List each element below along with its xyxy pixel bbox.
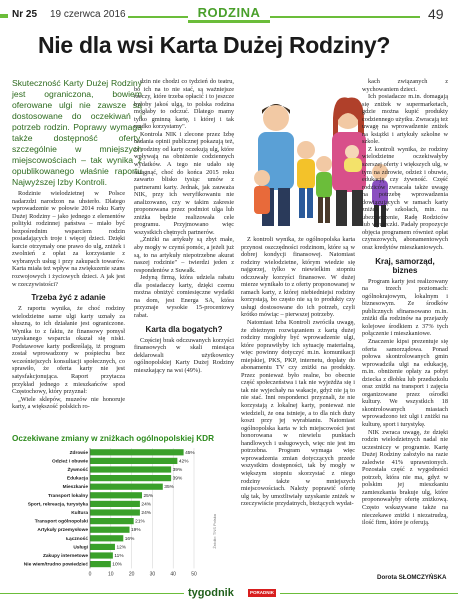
- section-label: RODZINA: [188, 5, 270, 23]
- lead-paragraph: Skuteczność Karty Dużej Rodziny jest ograniczona, bowiem oferowane ulgi nie zawsze są dostosowane do oczekiwań i potrzeb rodzin. Poprawy wymaga także dostępność oferty, szczególnie w mniejszych miejscowościach – tak wynika z opublikowanego właśnie raportu Najwyższej Izby Kontroli.: [12, 78, 142, 187]
- data-label: 11%: [114, 554, 124, 560]
- data-label: 24%: [141, 511, 152, 517]
- header-rule: [0, 14, 8, 18]
- paragraph: Natomiast Izba Kontroli zwróciła uwagę, że zbieżnym rozwiązaniem z kartą dużej rodziny mogłoby być wprowadzenie ulgi, które poprawiłyby ich sytuację materialną, więc powinny dotyczyć m.in. komunikacji miejskiej, PKS, PKP, internetu, dopłaty do abonamentu TV czy zniżki na produkty. Przez ponieważ było realne, bo obecnie część społeczeństwa i tak nie wyjeżdża się i tak nie wyjechały na wakacje, gdyż nie ją to nie stać. Inni respondenci przyznali, że nie korzystają z lokalnej karty, ponieważ nie wiedzieli, że ona istnieje, a to dla nich duży koszt przy jej wyrabianiu. Natomiast ogólnopolska karta w ich miejscowości jest honorowana w niewielu punktach handlowych i usługowych, więc nie jest im potrzebna. Program wymaga więc wprowadzenia zmian dotyczących przede wszystkim dostępności, tak by mogły w większym stopniu skorzystać z niego rodziny także w mniejszych miejscowościach. Należy poprawić ofertę ulg tak, by umożliwiały uzyskanie zniżek w rzeczywiście przydatnych, bieżących wydat-: [241, 319, 355, 508]
- paragraph: Jedyną firmą, która udziela rabatu dla posiadaczy karty, dzięki czemu można obniżyć comiesięczne wydatki na dom, jest Energa SA, która przyznaje wysokie 15-procentowy rabat.: [134, 274, 234, 319]
- paragraph: dzin nie chodzi co tydzień do teatru, bo ich na to nie stać, są ważniejsze rzeczy, które trzeba opłacić i to jeszcze byłoby jakoś ulgą, to polska rodzina mogłaby to odczuć. Dlatego mamy tylko gminną kartę, i której i tak rzadko korzystamy".: [134, 78, 234, 131]
- paragraph: Znaczenie kipsi prezentuje się oferta samorządowa. Ponad połowa skontrolowanych gmin wprowadziła ulgi na edukację, m.in. obniżenie opłaty za pobyt dziecka z dłobku lub przedszkolu oraz zniżki na transport i zajęcia organizowane przez ośrodki kultury. We wszystkich 18 skontrolowanych miastach wprowadzono też ulgi i zniżki na kulturę, sport i turystykę.: [362, 337, 448, 428]
- bar: [90, 458, 177, 464]
- data-label: 19%: [131, 528, 141, 534]
- footer-rule: [280, 593, 458, 594]
- paragraph: Z raportu wynika, że choć rodziny wielodzietne same ulgi karty uznały za słuszną, to ich działanie jest ograniczone. Wynika to z faktu, że finansowy pomysł uzyskanego wsparcia okazał się niski. Podstawowe karty podkreślają, iż program został wprowadzony w pośpiechu bez wcześniejszych konsultacji społecznych, co sprawiło, że oferta karty nie jest satysfakcjonująca. Raport przytacza przykład jednego z mieszkańców spod Częstochowy, który przyznał:: [12, 305, 125, 396]
- quote: „Zniżki na artykuły są zbyt małe, aby mogły w czymś pomóc, a jeżeli już są, to na artykuły niepotrzebne akurat naszej rodzinie" – twierdzi jeden z respondentów z Suwałk.: [134, 236, 234, 274]
- bar: [90, 509, 140, 515]
- child-figure: [297, 141, 315, 159]
- subheading: Trzeba żyć z adanie: [31, 293, 106, 303]
- paragraph: Program karty jest realizowany na trzech poziomach: ogólnokrajowym, lokalnym i biznesowym. Ze środków publicznych sfinansowano m.in. zniżki dla rodzinów na przejazdy kolejowe środkiem z 37% tych połączenie i mieszkaniowe.: [362, 277, 448, 338]
- bar: [90, 449, 184, 455]
- x-tick-label: 40: [170, 571, 176, 578]
- paragraph: Rodzinie wielodzietnej w Polsce nadarzdzi narodzon na uhsterło. Dlatego wprowadzenie w połowie 2014 roku Karty Dużej Rodziny – jako jednego z elementów polityki rodzinnej państwa – miało być bezpośrednim wsparciem rodzin posiadających troje i więcej dzieci. Dzięki karcie otrzymały one prawo do ulg, zniżek i zwolnień z opłat za korzystanie z wybranych usług i przy zakupach towarów. Karta miała też wpływ na zwiększenie szans rozwojowych i życiowych dzieci. A jak jest w rzeczywistości?: [12, 190, 125, 288]
- article-column-2: [134, 78, 234, 374]
- paragraph: Z kontroli wynika, że ogólnopolska karta przynosi oszczędności rodzinom, które są w dobrej kondycji finansowej. Natomiast rodziny wielodzietne, którym wiedzie się najgorzej, tylko w niewielkim stopniu odczuwały korzyści finansowe. W dużej mierze wynikało to z oferty proponowanej w ramach karty, z której niebiedniejsi rodziny korzystają, bo często nie są to produkty czy usługi dostosowane do ich potrzeb, czyli krótko mówiąc – pierwszej potrzeby.: [241, 236, 355, 319]
- x-tick-label: 0: [88, 571, 92, 578]
- author-signature: Dorota SŁOMCZYŃSKA: [377, 574, 447, 581]
- data-label: 21%: [135, 519, 145, 525]
- page-footer: [0, 587, 458, 603]
- article-column-3: [241, 236, 355, 508]
- bar: [90, 518, 134, 524]
- quote: „Wiele sklepów, muzeów nie honoruje karty, a większość polskich ro-: [12, 395, 125, 411]
- paragraph: Z kontroli wynika, że rodziny wielodzietne oczekiwałyby szerszej oferty i większych ulg, w tym na zdrowie, odzież i obuwie, edukację czy żywność. Część rodziców zwracała także uwagę na potrzebę wprowadzenia dowiązujących w ramach karty zniżek w szkołach, min. na ubezpieczenie, Radę Rodziców lub wycieczki. Padały propozycje objęcia programem również opłat czynszowych, abonamentowych oraz kredytów mieszkaniowych.: [362, 145, 448, 252]
- bar: [90, 527, 130, 533]
- issue-number: Nr 25: [12, 9, 38, 20]
- brand-badge: PORADNIK rolniczy: [249, 590, 274, 603]
- category-label: Transport ogólnopolski: [34, 519, 88, 525]
- category-label: Łączność: [66, 536, 88, 542]
- x-tick-label: 10: [108, 571, 114, 578]
- x-tick-label: 50: [191, 571, 197, 578]
- data-label: 39%: [172, 476, 183, 482]
- subheading: Kraj, samorząd, biznes: [375, 256, 435, 275]
- bar: [90, 466, 171, 472]
- category-label: Kultura: [71, 511, 88, 517]
- brand-logo: tygodnik: [188, 587, 234, 599]
- data-label: 16%: [124, 536, 135, 542]
- subheading: Karta dla bogatych?: [145, 324, 223, 334]
- bar: [90, 544, 115, 550]
- category-label: Zdrowie: [69, 450, 88, 456]
- category-label: Usługi: [73, 545, 88, 551]
- category-label: Edukacja: [66, 476, 88, 482]
- data-label: 24%: [141, 502, 152, 508]
- article-column-4: [362, 78, 448, 527]
- paragraph: Kontrola NIK i zlecone przez Izbę badania opinii publicznej pokazują też, że rodziny od karty oczekują ulg, które wpływają na obniżenie codziennych wydatków. A tego nie udało się osiągnąć, choć do końca 2015 roku zawarto blisko tysiąc umów z partnerami karty. Jednak, jak zauważa NIK, przy ich weryfikowaniu nie analizowano, czy w takim zakresie proponowana przez podmiot ulga lub zniżka będzie realizowała cele programu. Przyjmowano więc wszystkich chętnych partnerów.: [134, 130, 234, 236]
- paragraph: Ich posiadacze m.in. domagają się zniżek w supermarketach, gdzie można kupić produkty codziennego użytku. Zwracają też uwagę na wprowadzenie zniżek na książki i artykuły szkolne w szkole.: [362, 93, 449, 146]
- category-label: Artykuły przemysłowe: [37, 528, 88, 534]
- headline: Nie dla wsi Karta Dużej Rodziny?: [38, 32, 391, 58]
- page-number: 49: [428, 6, 444, 22]
- chart-title: Oczekiwane zmiany w zniżkach ogólnopolskiej KDR: [12, 434, 215, 443]
- article-column-1: [12, 190, 125, 411]
- footer-rule: [0, 593, 184, 594]
- paragraph: Częściej brak odczuwanych korzyści finansowych w skali miesiąca deklarowali użytkownicy ogólnopolskiej Karty Dużej Rodziny mieszkający na wsi (49%).: [134, 336, 234, 374]
- bar: [90, 552, 113, 558]
- bar: [90, 484, 163, 490]
- baby-figure: [345, 145, 359, 159]
- page-header: [0, 0, 458, 30]
- category-label: Transport lokalny: [48, 493, 88, 499]
- data-label: 45%: [185, 450, 195, 456]
- father-figure: [263, 105, 289, 131]
- issue-date: 19 czerwca 2016: [50, 9, 126, 20]
- category-label: Mieszkanie: [62, 485, 88, 491]
- category-label: Odzież i obuwie: [52, 459, 88, 465]
- child-figure: [316, 156, 332, 172]
- category-label: Zakupy internetowe: [42, 554, 88, 560]
- category-label: Żywność: [67, 468, 88, 474]
- category-label: Sport, rekreacja, turystyka: [27, 502, 88, 508]
- header-rule: [270, 16, 420, 18]
- x-tick-label: 20: [128, 571, 135, 578]
- data-label: 10%: [112, 562, 122, 568]
- x-tick-label: 30: [149, 571, 156, 578]
- bar: [90, 501, 140, 507]
- paragraph: NIK zwraca uwagę, że dzięki rodzin wielodzietnych nadal nie uczestniczy w programie. Kartę Dużej Rodziny założyło na razie zaledwie 41% uprawnionych. Pozostała część z wygodności potrzeb, która nie ma, gdyż w polskim jej mieszkaniu zamieszkania brakuje ulg, które proponowałyby ofertę zniżkową. Często wskazywane także na nieczekawe zniżki i niezatrudzą, ilość firm, które je oferują.: [362, 428, 448, 527]
- child-figure: [254, 170, 270, 186]
- data-label: 35%: [164, 485, 174, 491]
- data-label: 12%: [116, 545, 127, 551]
- bar: [90, 492, 142, 498]
- bar: [90, 561, 111, 567]
- bar-chart: [12, 446, 217, 586]
- data-label: 25%: [143, 493, 154, 499]
- data-label: 42%: [178, 459, 189, 465]
- chart-credit: Źródło: TNS Polska: [212, 514, 217, 549]
- data-label: 39%: [172, 468, 183, 474]
- paragraph: kach związanych z wychowaniem dzieci.: [362, 78, 448, 93]
- chart-container: [12, 434, 227, 586]
- header-rule: [128, 16, 188, 18]
- category-label: Nie wiem/trudno powiedzieć: [23, 562, 88, 568]
- bar: [90, 535, 123, 541]
- bar: [90, 475, 171, 481]
